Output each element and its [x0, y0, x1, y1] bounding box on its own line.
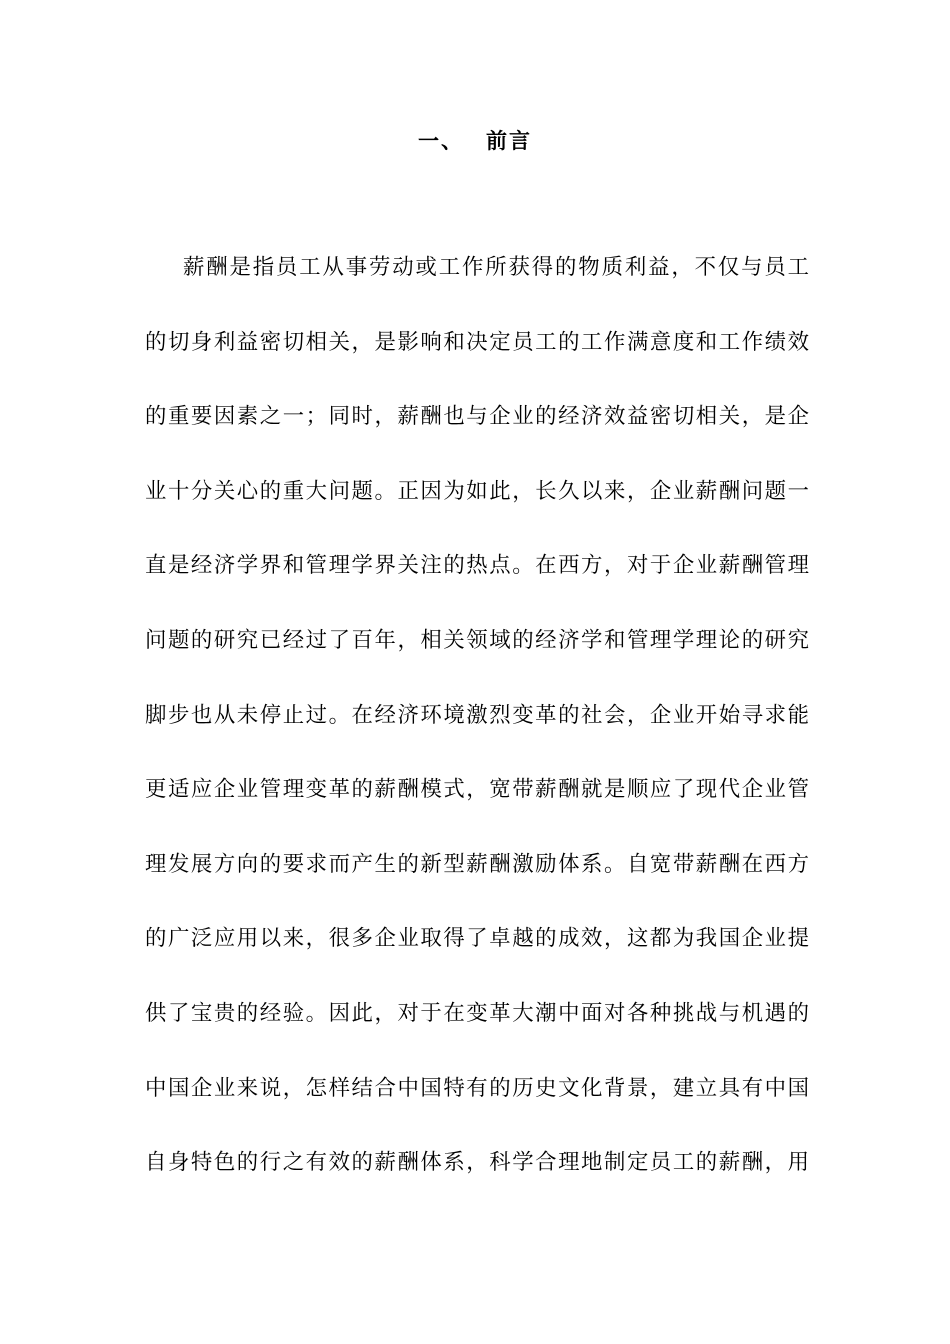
paragraph-line: 自身特色的行之有效的薪酬体系，科学合理地制定员工的薪酬，用: [145, 1150, 809, 1176]
paragraph-line: 的重要因素之一；同时，薪酬也与企业的经济效益密切相关，是企: [145, 404, 809, 430]
paragraph-line: 业十分关心的重大问题。正因为如此，长久以来，企业薪酬问题一: [145, 478, 809, 504]
paragraph-line: 直是经济学界和管理学界关注的热点。在西方，对于企业薪酬管理: [145, 553, 809, 579]
section-heading: [0, 124, 950, 158]
section-number: 一、: [418, 129, 464, 153]
paragraph-line: 供了宝贵的经验。因此，对于在变革大潮中面对各种挑战与机遇的: [145, 1000, 809, 1026]
paragraph-line: 中国企业来说，怎样结合中国特有的历史文化背景，建立具有中国: [145, 1075, 809, 1101]
paragraph-line: 的广泛应用以来，很多企业取得了卓越的成效，这都为我国企业提: [145, 926, 809, 952]
body-paragraph: [145, 248, 809, 1218]
paragraph-line: 更适应企业管理变革的薪酬模式，宽带薪酬就是顺应了现代企业管: [145, 777, 809, 803]
paragraph-line: 问题的研究已经过了百年，相关领域的经济学和管理学理论的研究: [145, 627, 809, 653]
section-title: 前言: [486, 129, 532, 153]
paragraph-line: 脚步也从未停止过。在经济环境激烈变革的社会，企业开始寻求能: [145, 702, 809, 728]
paragraph-line: 的切身利益密切相关，是影响和决定员工的工作满意度和工作绩效: [145, 329, 809, 355]
paragraph-line: 薪酬是指员工从事劳动或工作所获得的物质利益，不仅与员工: [183, 255, 809, 280]
paragraph-line: 理发展方向的要求而产生的新型薪酬激励体系。自宽带薪酬在西方: [145, 851, 809, 877]
